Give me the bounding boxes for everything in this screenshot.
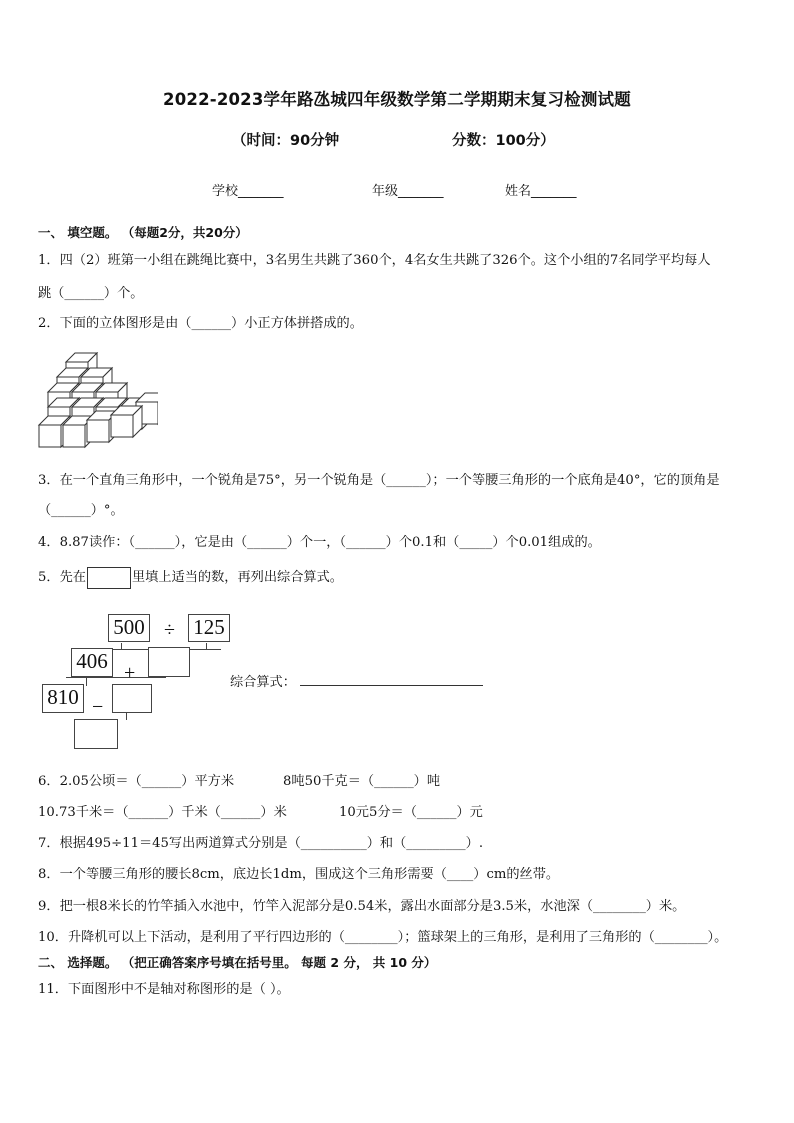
question-5-prefix: 5．先在	[38, 570, 86, 585]
question-5	[38, 566, 343, 589]
exam-time: （时间：90分钟	[232, 133, 340, 149]
question-3-line-1: 3．在一个直角三角形中，一个锐角是75°，另一个锐角是（______）；一个等腰三角形的一个底角是40°，它的顶角是	[38, 473, 720, 488]
question-6-part-c: 10.73千米＝（______）千米（______）米	[38, 805, 287, 820]
question-2: 2．下面的立体图形是由（______）小正方体拼搭成的。	[38, 316, 363, 331]
answer-box-quotient[interactable]	[148, 647, 190, 677]
answer-box-sample	[87, 567, 131, 589]
operator-plus: +	[124, 662, 136, 684]
combined-formula-answer-line[interactable]	[300, 685, 483, 686]
section-heading-fill-in: 一、 填空题。 （每题2分，共20分）	[38, 225, 248, 240]
operator-minus: −	[92, 696, 104, 718]
page-title: 2022-2023学年路氹城四年级数学第二学期期末复习检测试题	[163, 90, 631, 109]
tree-line	[126, 712, 127, 720]
question-6-part-d: 10元5分＝（______）元	[339, 805, 483, 820]
tree-line	[66, 677, 166, 678]
number-box-500: 500	[108, 614, 150, 642]
number-box-406: 406	[71, 648, 113, 677]
answer-box-sum[interactable]	[112, 684, 152, 713]
question-10: 10．升降机可以上下活动，是利用了平行四边形的（________）；篮球架上的三角形，是利用了三角形的（________）。	[38, 930, 728, 945]
tree-line	[86, 677, 87, 686]
exam-score: 分数：100分）	[452, 133, 555, 149]
question-11: 11．下面图形中不是轴对称图形的是（ ）。	[38, 982, 290, 997]
number-box-125: 125	[188, 614, 230, 642]
operator-divide: ÷	[164, 619, 175, 641]
number-box-810: 810	[42, 684, 84, 713]
question-8: 8．一个等腰三角形的腰长8cm，底边长1dm，围成这个三角形需要（____）cm的丝带。	[38, 867, 560, 882]
grade-field[interactable]: 年级_______	[372, 184, 444, 199]
question-5-suffix: 里填上适当的数，再列出综合算式。	[131, 570, 343, 585]
name-field[interactable]: 姓名_______	[505, 184, 577, 199]
section-heading-multiple-choice: 二、 选择题。 （把正确答案序号填在括号里。 每题 2 分， 共 10 分）	[38, 955, 437, 970]
question-4: 4．8.87读作：（______），它是由（______）个一，（______）个0.1和（_____）个0.01组成的。	[38, 535, 601, 550]
question-3-line-2: （______）°。	[38, 503, 124, 518]
question-9: 9．把一根8米长的竹竿插入水池中，竹竿入泥部分是0.54米，露出水面部分是3.5米，水池深（________）米。	[38, 899, 686, 914]
cube-stack-figure	[36, 352, 158, 450]
combined-formula-label: 综合算式：	[230, 675, 296, 690]
tree-line	[206, 643, 207, 649]
answer-box-difference[interactable]	[74, 719, 118, 749]
question-6-part-b: 8吨50千克＝（______）吨	[283, 774, 441, 789]
small-cube	[111, 406, 142, 437]
school-field[interactable]: 学校_______	[212, 184, 284, 199]
calculation-tree	[36, 608, 236, 753]
question-1-line-2: 跳（______）个。	[38, 286, 144, 301]
question-7: 7．根据495÷11＝45写出两道算式分别是（__________）和（_________）.	[38, 836, 484, 851]
question-6-part-a: 6．2.05公顷＝（______）平方米	[38, 774, 235, 789]
question-1-line-1: 1．四（2）班第一小组在跳绳比赛中，3名男生共跳了360个，4名女生共跳了326个。这个小组的7名同学平均每人	[38, 253, 711, 268]
